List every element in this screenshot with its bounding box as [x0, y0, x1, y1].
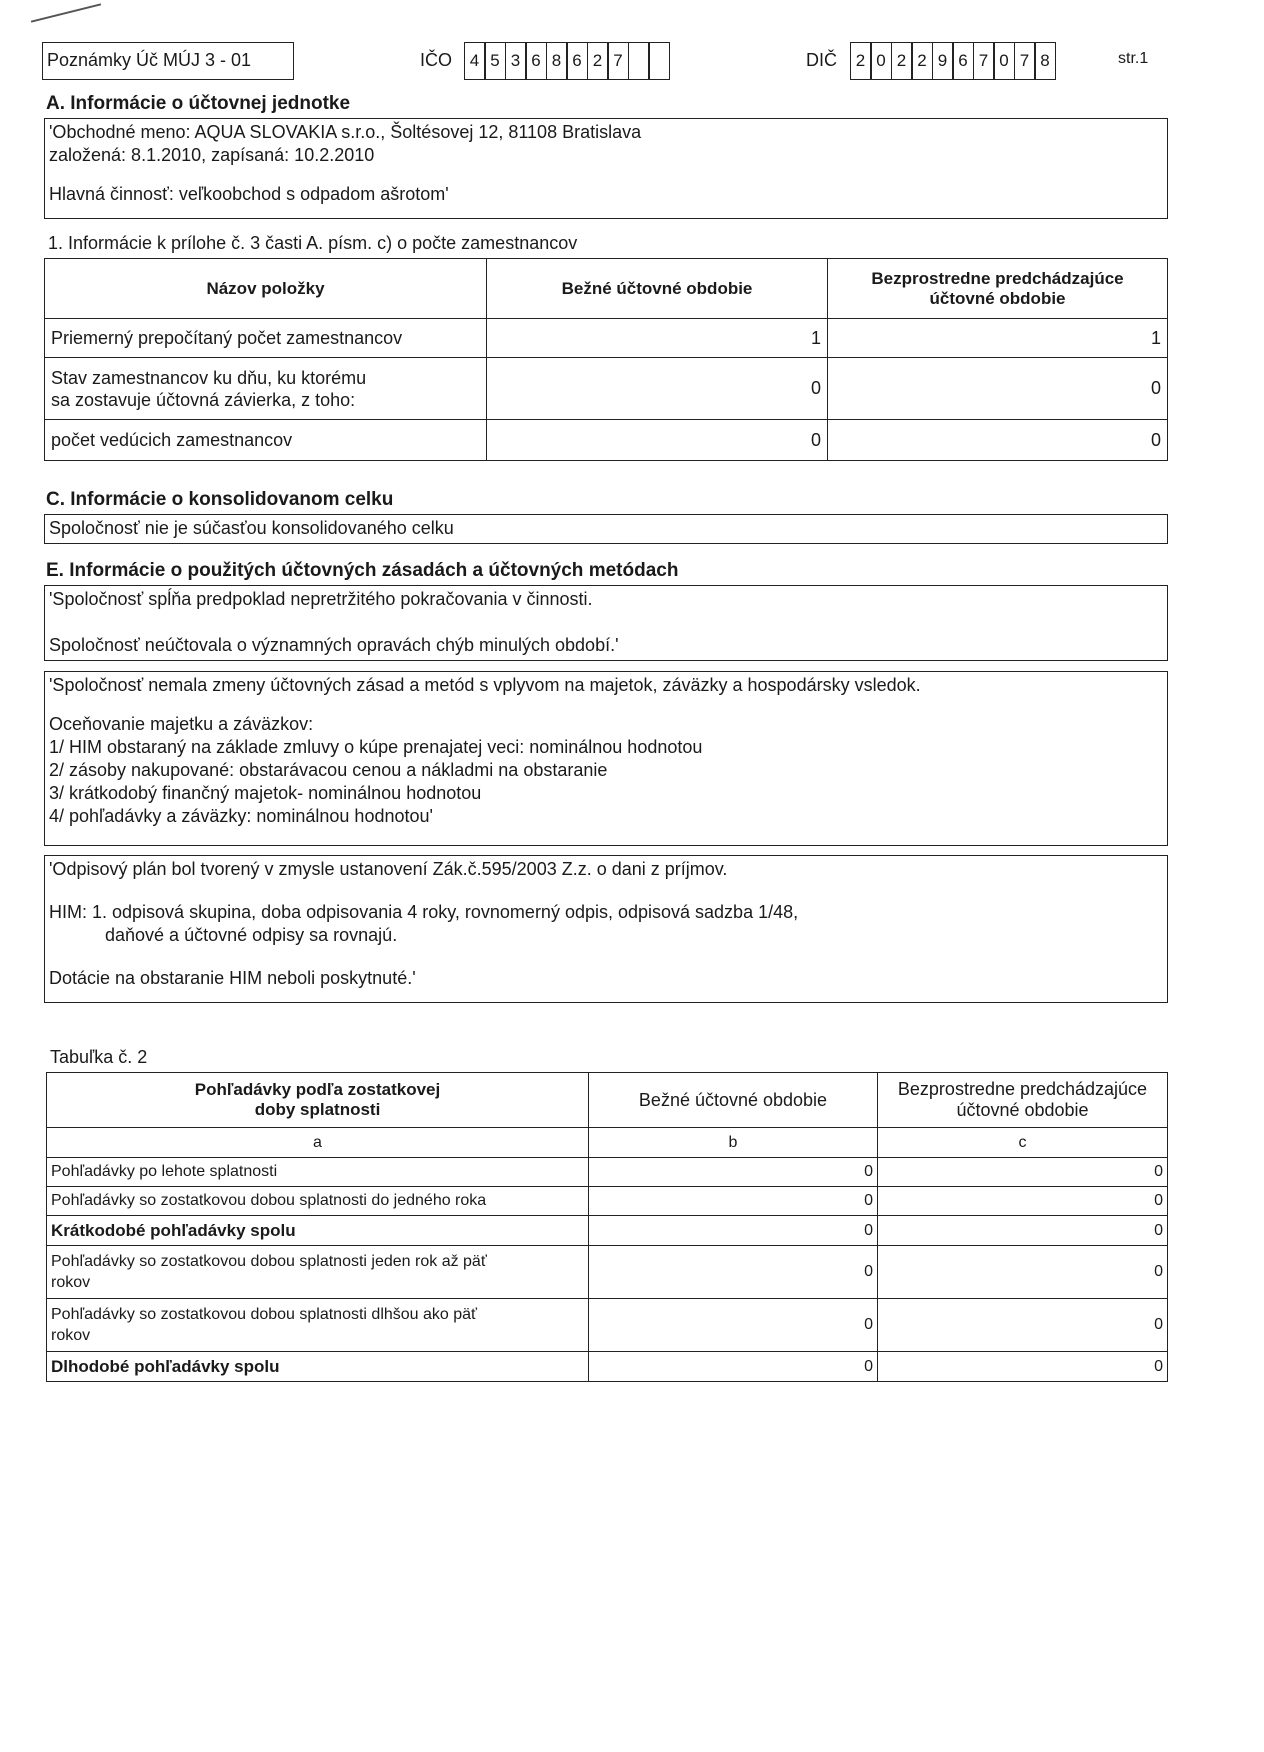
table-row [47, 1299, 1168, 1352]
row-label: Priemerný prepočítaný počet zamestnancov [45, 319, 487, 358]
row-label: Dlhodobé pohľadávky spolu [47, 1352, 589, 1382]
dic-digits [851, 42, 1056, 80]
row-current: 1 [487, 319, 828, 358]
sub-c: c [878, 1128, 1168, 1158]
valuation-item: 4/ pohľadávky a záväzky: nominálnou hodnotou' [49, 806, 433, 826]
row-label [47, 1246, 589, 1299]
valuation-item: 3/ krátkodobý finančný majetok- nominálnou hodnotou [49, 783, 482, 803]
him-line-cont: daňové a účtovné odpisy sa rovnajú. [105, 925, 398, 945]
employees-subtitle: 1. Informácie k prílohe č. 3 časti A. písm. c) o počte zamestnancov [48, 233, 578, 253]
row-current: 0 [487, 358, 828, 420]
col-header-current: Bežné účtovné obdobie [589, 1073, 878, 1128]
table-row [47, 1216, 1168, 1246]
ico-label: IČO [420, 50, 453, 70]
receivables-table [46, 1072, 1168, 1382]
him-line: HIM: 1. odpisová skupina, doba odpisovania 4 roky, rovnomerný odpis, odpisová sadzba 1/48, [49, 902, 799, 922]
section-a-title: A. Informácie o účtovnej jednotke [46, 93, 351, 114]
row-label: Pohľadávky so zostatkovou dobou splatnosti do jedného roka [47, 1187, 589, 1216]
row-previous: 0 [878, 1158, 1168, 1187]
row-label [45, 358, 487, 420]
table-row [47, 1246, 1168, 1299]
table-row [47, 1158, 1168, 1187]
row-label-l1: Pohľadávky so zostatkovou dobou splatnosti dlhšou ako päť [51, 1306, 478, 1323]
form-label: Poznámky Úč MÚJ 3 - 01 [42, 42, 294, 80]
going-concern-line: 'Spoločnosť spĺňa predpoklad nepretržitého pokračovania v činnosti. [49, 589, 593, 609]
table-row [45, 420, 1168, 461]
dic-digit-box: 6 [952, 42, 974, 80]
ico-digit-box: 6 [525, 42, 547, 80]
row-label-l1: Stav zamestnancov ku dňu, ku ktorému [51, 367, 367, 388]
ico-digit-box [628, 42, 650, 80]
dic-label: DIČ [806, 50, 837, 70]
dic-digit-box: 2 [850, 42, 872, 80]
valuation-item: 1/ HIM obstaraný na základe zmluvy o kúpe prenajatej veci: nominálnou hodnotou [49, 737, 703, 757]
table-row [45, 358, 1168, 420]
page-number: str.1 [1118, 50, 1149, 67]
table-row [45, 319, 1168, 358]
row-current: 0 [589, 1352, 878, 1382]
row-previous: 0 [878, 1352, 1168, 1382]
dic-digit-box: 7 [1014, 42, 1036, 80]
row-previous: 0 [828, 358, 1168, 420]
table-header-row [47, 1073, 1168, 1128]
dic-digit-box: 8 [1034, 42, 1056, 80]
col-header-item-l1: Pohľadávky podľa zostatkovej [194, 1080, 441, 1099]
subsidy-line: Dotácie na obstaranie HIM neboli poskytnuté.' [49, 968, 416, 988]
ico-digit-box: 4 [464, 42, 486, 80]
dic-digit-box: 0 [993, 42, 1015, 80]
sub-a: a [47, 1128, 589, 1158]
row-previous: 0 [878, 1299, 1168, 1352]
row-current: 0 [487, 420, 828, 461]
ico-digit-box: 3 [505, 42, 527, 80]
depreciation-plan-line: 'Odpisový plán bol tvorený v zmysle ustanovení Zák.č.595/2003 Z.z. o dani z príjmov. [49, 859, 728, 879]
consolidation-box: Spoločnosť nie je súčasťou konsolidovaného celku [44, 514, 1168, 544]
col-header-previous [878, 1073, 1168, 1128]
valuation-box [44, 671, 1168, 846]
going-concern-box [44, 585, 1168, 661]
col-header-item-l2: doby splatnosti [254, 1100, 381, 1119]
section-e-title: E. Informácie o použitých účtovných zásadách a účtovných metódach [46, 560, 679, 581]
dic-digit-box: 9 [932, 42, 954, 80]
ico-digits [465, 42, 670, 80]
row-current: 0 [589, 1246, 878, 1299]
col-header-previous-l1: Bezprostredne predchádzajúce [897, 1079, 1148, 1099]
company-dates-line: založená: 8.1.2010, zapísaná: 10.2.2010 [49, 145, 375, 165]
corrections-line: Spoločnosť neúčtovala o významných opravách chýb minulých období.' [49, 635, 619, 655]
row-label: Krátkodobé pohľadávky spolu [47, 1216, 589, 1246]
col-header-current: Bežné účtovné obdobie [487, 259, 828, 319]
row-previous: 0 [828, 420, 1168, 461]
dic-digit-box: 0 [870, 42, 892, 80]
col-header-previous-l2: účtovné obdobie [956, 1100, 1089, 1120]
row-previous: 0 [878, 1246, 1168, 1299]
row-previous: 0 [878, 1216, 1168, 1246]
col-header-item: Názov položky [45, 259, 487, 319]
company-info-box [44, 118, 1168, 219]
dic-digit-box: 2 [891, 42, 913, 80]
policy-change-line: 'Spoločnosť nemala zmeny účtovných zásad a metód s vplyvom na majetok, záväzky a hospodársky vsledok. [49, 675, 921, 695]
row-label-l2: rokov [51, 1274, 91, 1291]
row-current: 0 [589, 1158, 878, 1187]
row-current: 0 [589, 1187, 878, 1216]
col-header-previous-l2: účtovné obdobie [929, 288, 1066, 308]
col-header-previous-l1: Bezprostredne predchádzajúce [871, 268, 1124, 288]
row-label-l2: sa zostavuje účtovná závierka, z toho: [51, 389, 356, 410]
valuation-item: 2/ zásoby nakupované: obstarávacou cenou a nákladmi na obstaranie [49, 760, 608, 780]
main-activity-line: Hlavná činnosť: veľkoobchod s odpadom ašrotom' [49, 184, 449, 204]
ico-digit-box: 7 [607, 42, 629, 80]
row-label: počet vedúcich zamestnancov [45, 420, 487, 461]
row-previous: 1 [828, 319, 1168, 358]
table-header-row [45, 259, 1168, 319]
row-previous: 0 [878, 1187, 1168, 1216]
col-header-item [47, 1073, 589, 1128]
table-row [47, 1187, 1168, 1216]
row-label [47, 1299, 589, 1352]
section-c-title: C. Informácie o konsolidovanom celku [46, 489, 394, 510]
table-row [47, 1352, 1168, 1382]
sub-b: b [589, 1128, 878, 1158]
ico-digit-box: 5 [484, 42, 506, 80]
dic-digit-box: 7 [973, 42, 995, 80]
depreciation-box [44, 855, 1168, 1003]
company-name-line: 'Obchodné meno: AQUA SLOVAKIA s.r.o., Šoltésovej 12, 81108 Bratislava [49, 122, 642, 142]
ico-digit-box: 8 [546, 42, 568, 80]
row-current: 0 [589, 1216, 878, 1246]
row-current: 0 [589, 1299, 878, 1352]
ico-digit-box: 2 [587, 42, 609, 80]
row-label-l2: rokov [51, 1327, 91, 1344]
valuation-heading: Oceňovanie majetku a záväzkov: [49, 714, 314, 734]
ico-digit-box: 6 [566, 42, 588, 80]
row-label: Pohľadávky po lehote splatnosti [47, 1158, 589, 1187]
table-subheader-row [47, 1128, 1168, 1158]
ico-digit-box [648, 42, 670, 80]
pen-mark [31, 3, 101, 22]
table2-caption: Tabuľka č. 2 [50, 1047, 148, 1067]
row-label-l1: Pohľadávky so zostatkovou dobou splatnosti jeden rok až päť [51, 1253, 487, 1270]
dic-digit-box: 2 [911, 42, 933, 80]
employees-table [44, 258, 1168, 461]
col-header-previous [828, 259, 1168, 319]
